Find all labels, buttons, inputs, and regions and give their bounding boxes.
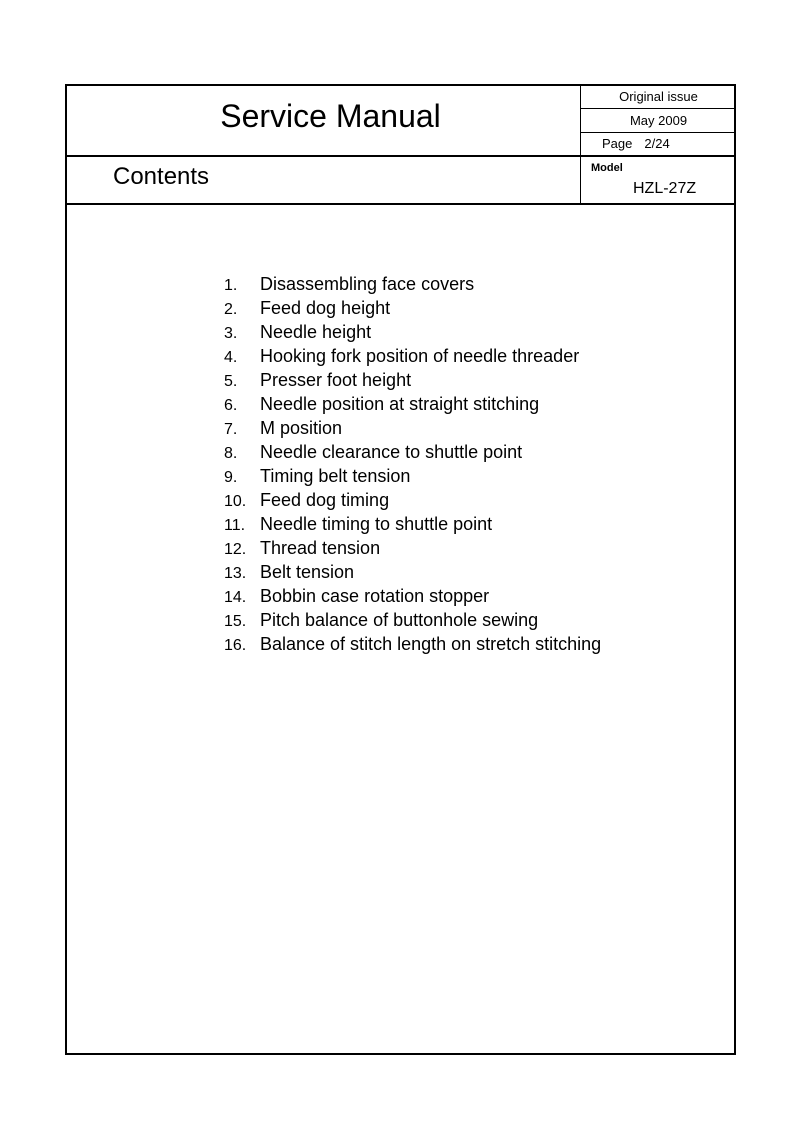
contents-list [224,272,601,656]
contents-item-text: Needle timing to shuttle point [260,514,493,534]
contents-item-text: Needle position at straight stitching [260,394,540,414]
contents-item-number: 3. [224,325,238,342]
contents-item-number: 11. [224,517,246,534]
contents-item-number: 15. [224,613,247,630]
contents-item [224,560,601,584]
contents-item-text: Hooking fork position of needle threader [260,346,580,366]
contents-item [224,344,601,368]
contents-item-number: 13. [224,565,247,582]
contents-item-text: Pitch balance of buttonhole sewing [260,610,539,630]
contents-item [224,488,601,512]
contents-item-number: 10. [224,493,247,510]
contents-item-text: Balance of stitch length on stretch stitching [260,634,602,654]
contents-item [224,608,601,632]
contents-item-number: 7. [224,421,238,438]
contents-item-number: 6. [224,397,238,414]
contents-item-text: Presser foot height [260,370,412,390]
contents-item-text: Needle clearance to shuttle point [260,442,523,462]
contents-item [224,272,601,296]
original-issue-label: Original issue [619,89,698,104]
contents-item-number: 16. [224,637,247,654]
document-title: Service Manual [220,98,441,134]
contents-item-text: Belt tension [260,562,355,582]
contents-item [224,392,601,416]
contents-item [224,512,601,536]
contents-item-number: 12. [224,541,247,558]
contents-item [224,536,601,560]
contents-item-text: Thread tension [260,538,381,558]
contents-item-number: 5. [224,373,238,390]
contents-item [224,584,601,608]
contents-item-number: 1. [224,277,238,294]
contents-item-number: 14. [224,589,247,606]
model-value: HZL-27Z [633,180,697,197]
contents-item [224,320,601,344]
contents-item-number: 4. [224,349,238,366]
issue-date: May 2009 [629,113,688,128]
contents-item [224,440,601,464]
contents-item-text: M position [260,418,343,438]
contents-item [224,416,601,440]
page-number: 2/24 [644,136,670,151]
contents-item-number: 9. [224,469,238,486]
contents-item [224,296,601,320]
contents-item-text: Feed dog height [260,298,391,318]
contents-item-text: Disassembling face covers [260,274,475,294]
contents-item-number: 2. [224,301,238,318]
contents-item [224,632,601,656]
contents-item [224,464,601,488]
title-block-bottom-border [65,203,736,205]
page-indicator [602,132,670,156]
section-title: Contents [113,163,210,190]
contents-item-text: Feed dog timing [260,490,390,510]
contents-item-text: Timing belt tension [260,466,411,486]
contents-item-text: Bobbin case rotation stopper [260,586,490,606]
contents-item-number: 8. [224,445,238,462]
model-label: Model [591,162,623,174]
page-label: Page [602,136,633,151]
contents-item [224,368,601,392]
contents-item-text: Needle height [260,322,372,342]
